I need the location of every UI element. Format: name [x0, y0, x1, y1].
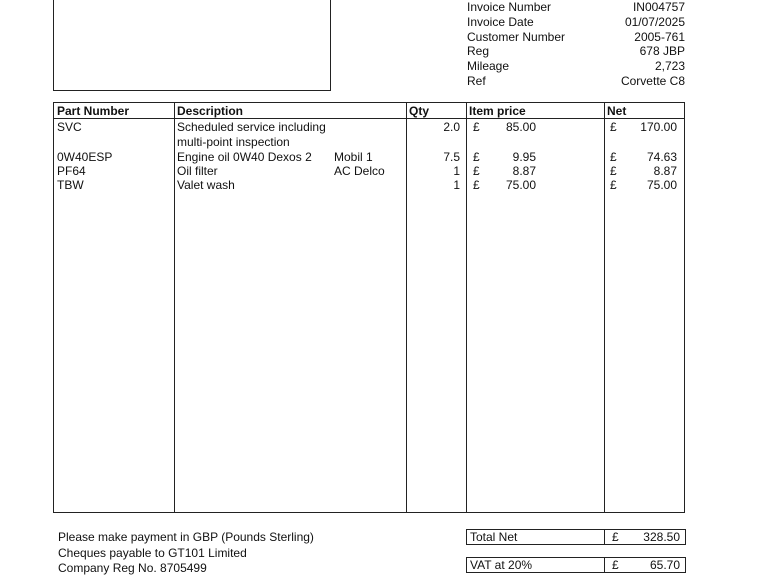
meta-row-reg: [467, 44, 685, 59]
invoice-table: [53, 102, 685, 513]
meta-label: Reg: [467, 44, 490, 59]
payment-note-cheques: Cheques payable to GT101 Limited: [58, 545, 247, 560]
meta-row-mileage: [467, 59, 685, 74]
invoice-meta: [467, 0, 685, 89]
header-part-number: Part Number: [57, 104, 130, 118]
total-divider: [604, 558, 605, 572]
header-net: Net: [607, 104, 627, 118]
cell-price: 8.87: [512, 164, 536, 178]
total-net-label: Total Net: [470, 530, 518, 544]
cell-net-currency: £: [610, 120, 617, 134]
meta-value: 01/07/2025: [624, 14, 685, 29]
cell-part: PF64: [57, 164, 86, 178]
meta-row-customer-number: [467, 30, 685, 45]
cell-part: TBW: [57, 178, 84, 192]
column-divider: [604, 103, 605, 512]
cell-qty: 1: [453, 164, 460, 178]
total-net-value: 328.50: [643, 530, 680, 544]
meta-label: Customer Number: [467, 29, 566, 44]
total-net-box: [466, 529, 686, 545]
meta-value: Corvette C8: [620, 73, 685, 88]
cell-brand: Mobil 1: [334, 150, 373, 164]
cell-description: Scheduled service including multi-point inspection: [177, 120, 326, 149]
cell-price-currency: £: [473, 120, 480, 134]
column-divider: [174, 103, 175, 512]
cell-net: 170.00: [640, 120, 677, 134]
header-divider: [54, 118, 684, 119]
meta-value: IN004757: [632, 0, 685, 14]
meta-row-invoice-number: [467, 0, 685, 15]
meta-label: Mileage: [467, 59, 510, 74]
total-net-currency: £: [612, 530, 619, 544]
header-item-price: Item price: [469, 104, 526, 118]
cell-price-currency: £: [473, 150, 480, 164]
cell-price: 75.00: [505, 178, 536, 192]
meta-row-invoice-date: [467, 15, 685, 30]
cell-price-currency: £: [473, 164, 480, 178]
meta-label: Ref: [467, 73, 486, 88]
vat-box: [466, 557, 686, 573]
meta-value: 678 JBP: [639, 44, 685, 59]
payment-note-currency: Please make payment in GBP (Pounds Sterling): [58, 530, 314, 544]
cell-part: 0W40ESP: [57, 150, 113, 164]
column-divider: [406, 103, 407, 512]
header-description: Description: [177, 104, 244, 118]
cell-net: 74.63: [646, 150, 677, 164]
total-divider: [604, 530, 605, 544]
vat-label: VAT at 20%: [470, 558, 533, 572]
cell-net-currency: £: [610, 164, 617, 178]
meta-label: Invoice Date: [467, 14, 534, 29]
cell-qty: 1: [453, 178, 460, 192]
meta-value: 2,723: [654, 59, 685, 74]
header-qty: Qty: [409, 104, 430, 118]
cell-brand: AC Delco: [334, 164, 385, 178]
meta-value: 2005-761: [634, 29, 685, 44]
cell-qty: 7.5: [443, 150, 460, 164]
cell-net: 75.00: [646, 178, 677, 192]
cell-net: 8.87: [653, 164, 677, 178]
payment-notes: [58, 530, 314, 577]
cell-price: 85.00: [505, 120, 536, 134]
cell-description: Oil filter: [177, 164, 218, 178]
column-divider: [466, 103, 467, 512]
cell-net-currency: £: [610, 178, 617, 192]
payment-note-company-reg: Company Reg No. 8705499: [58, 561, 207, 575]
cell-part: SVC: [57, 120, 82, 134]
cell-price-currency: £: [473, 178, 480, 192]
address-box: [53, 0, 331, 91]
cell-qty: 2.0: [443, 120, 460, 134]
vat-currency: £: [612, 558, 619, 572]
meta-label: Invoice Number: [467, 0, 552, 14]
meta-row-ref: [467, 74, 685, 89]
vat-value: 65.70: [649, 558, 680, 572]
cell-price: 9.95: [512, 150, 536, 164]
cell-description: Engine oil 0W40 Dexos 2: [177, 150, 312, 164]
cell-description: Valet wash: [177, 178, 235, 192]
cell-net-currency: £: [610, 150, 617, 164]
